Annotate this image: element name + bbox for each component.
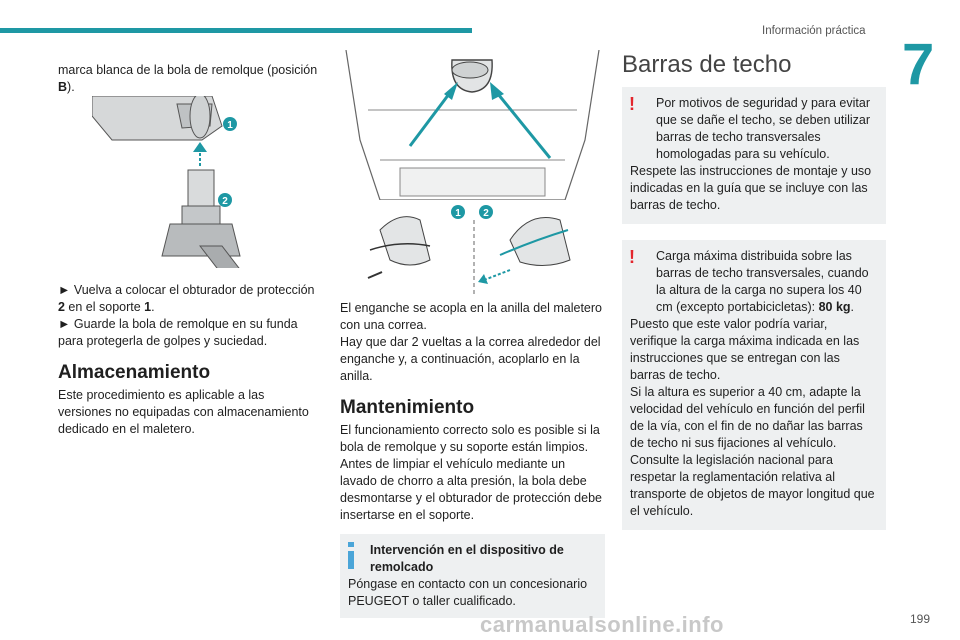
column-right [622, 51, 886, 546]
section-title: Información práctica [762, 25, 866, 37]
bullet-1-ref1: 1 [144, 300, 152, 314]
bullet-2: ► Guarde la bola de remolque en su funda para protegerla de golpes y suciedad. [58, 317, 298, 348]
strap-paragraph-1 [340, 300, 605, 385]
strap-label-1: 1 [455, 208, 461, 219]
chapter-number: 7 [902, 32, 935, 97]
info-text: Póngase en contacto con un concesionario PEUGEOT o taller cualificado. [348, 577, 588, 608]
storage-paragraph: Este procedimiento es aplicable a las versiones no equipadas con almacenamiento dedicado en el maletero. [58, 388, 309, 436]
storage-heading: Almacenamiento [58, 362, 211, 383]
max-load-end: . [850, 300, 855, 314]
warning-2-text-2: Puesto que este valor podría variar, verifique la carga máxima indicada en las instrucciones que se entregan con las barras de techo. [630, 317, 860, 382]
intro-text-end: ). [67, 80, 75, 94]
warning-2-text-3: Si la altura es superior a 40 cm, adapte la velocidad del vehículo en función del perfil de la vía, con el fin de no dañar las barras de techo ni sus fijaciones al vehículo. [630, 385, 865, 450]
warning-icon: ! [629, 247, 635, 267]
warning-box-2 [622, 240, 886, 530]
warning-1-text-b: Respete las instrucciones de montaje y uso indicadas en la guía que se incluye con las barras de techo. [630, 164, 872, 212]
bullet-1-text2: en el soporte [64, 300, 145, 314]
max-load-text: Carga máxima distribuida sobre las barras de techo transversales, cuando la altura de la carga no supera los 40 cm (excepto portabicicletas): [656, 249, 869, 314]
warning-box-1 [622, 87, 886, 224]
max-load-value: 80 kg [818, 300, 851, 314]
intro-paragraph [58, 62, 320, 96]
trunk-figure [340, 50, 605, 200]
towball-figure [92, 96, 320, 268]
strap-figure [360, 200, 590, 296]
bullet-1-ref2: 2 [58, 300, 65, 314]
warning-icon: ! [629, 94, 635, 114]
info-icon [348, 542, 354, 570]
fig-label-1: 1 [227, 120, 233, 131]
bullet-1-end: . [151, 300, 155, 314]
roof-bars-heading: Barras de techo [622, 51, 792, 78]
header-rule [0, 28, 472, 33]
maintenance-paragraph-2: Antes de limpiar el vehículo mediante un lavado de chorro a alta presión, la bola debe desmontarse y el obturador de protección debe insertarse en el soporte. [340, 457, 602, 522]
intro-bold: B [58, 80, 68, 94]
warning-2-text [630, 248, 878, 316]
maintenance-heading: Mantenimiento [340, 397, 475, 418]
strap-text-1: El enganche se acopla en la anilla del maletero con una correa. [340, 301, 602, 332]
strap-label-2: 2 [483, 208, 489, 219]
bullet-1-text: ► Vuelva a colocar el obturador de protección [58, 283, 315, 297]
column-left-lower [58, 282, 320, 446]
info-title: Intervención en el dispositivo de remolcado [370, 543, 564, 574]
warning-1-text: Por motivos de seguridad y para evitar que se dañe el techo, se deben utilizar barras de techo transversales homologadas para su vehículo. [656, 96, 871, 161]
watermark: carmanualsonline.info [480, 612, 724, 637]
warning-2-text-4: Consulte la legislación nacional para respetar la reglamentación relativa al transporte de objetos de mayor longitud que el vehículo. [630, 453, 875, 518]
info-box [340, 534, 605, 618]
fig-label-2: 2 [222, 196, 228, 207]
maintenance-paragraph-1: El funcionamiento correcto solo es posible si la bola de remolque y su soporte están limpios. [340, 423, 600, 454]
bullet-1 [58, 282, 320, 316]
column-middle [340, 300, 605, 618]
page-number: 199 [909, 612, 930, 626]
strap-text-2: Hay que dar 2 vueltas a la correa alrededor del enganche y, a continuación, acoplarlo en la anilla. [340, 335, 601, 383]
intro-text: marca blanca de la bola de remolque (posición [58, 63, 318, 77]
